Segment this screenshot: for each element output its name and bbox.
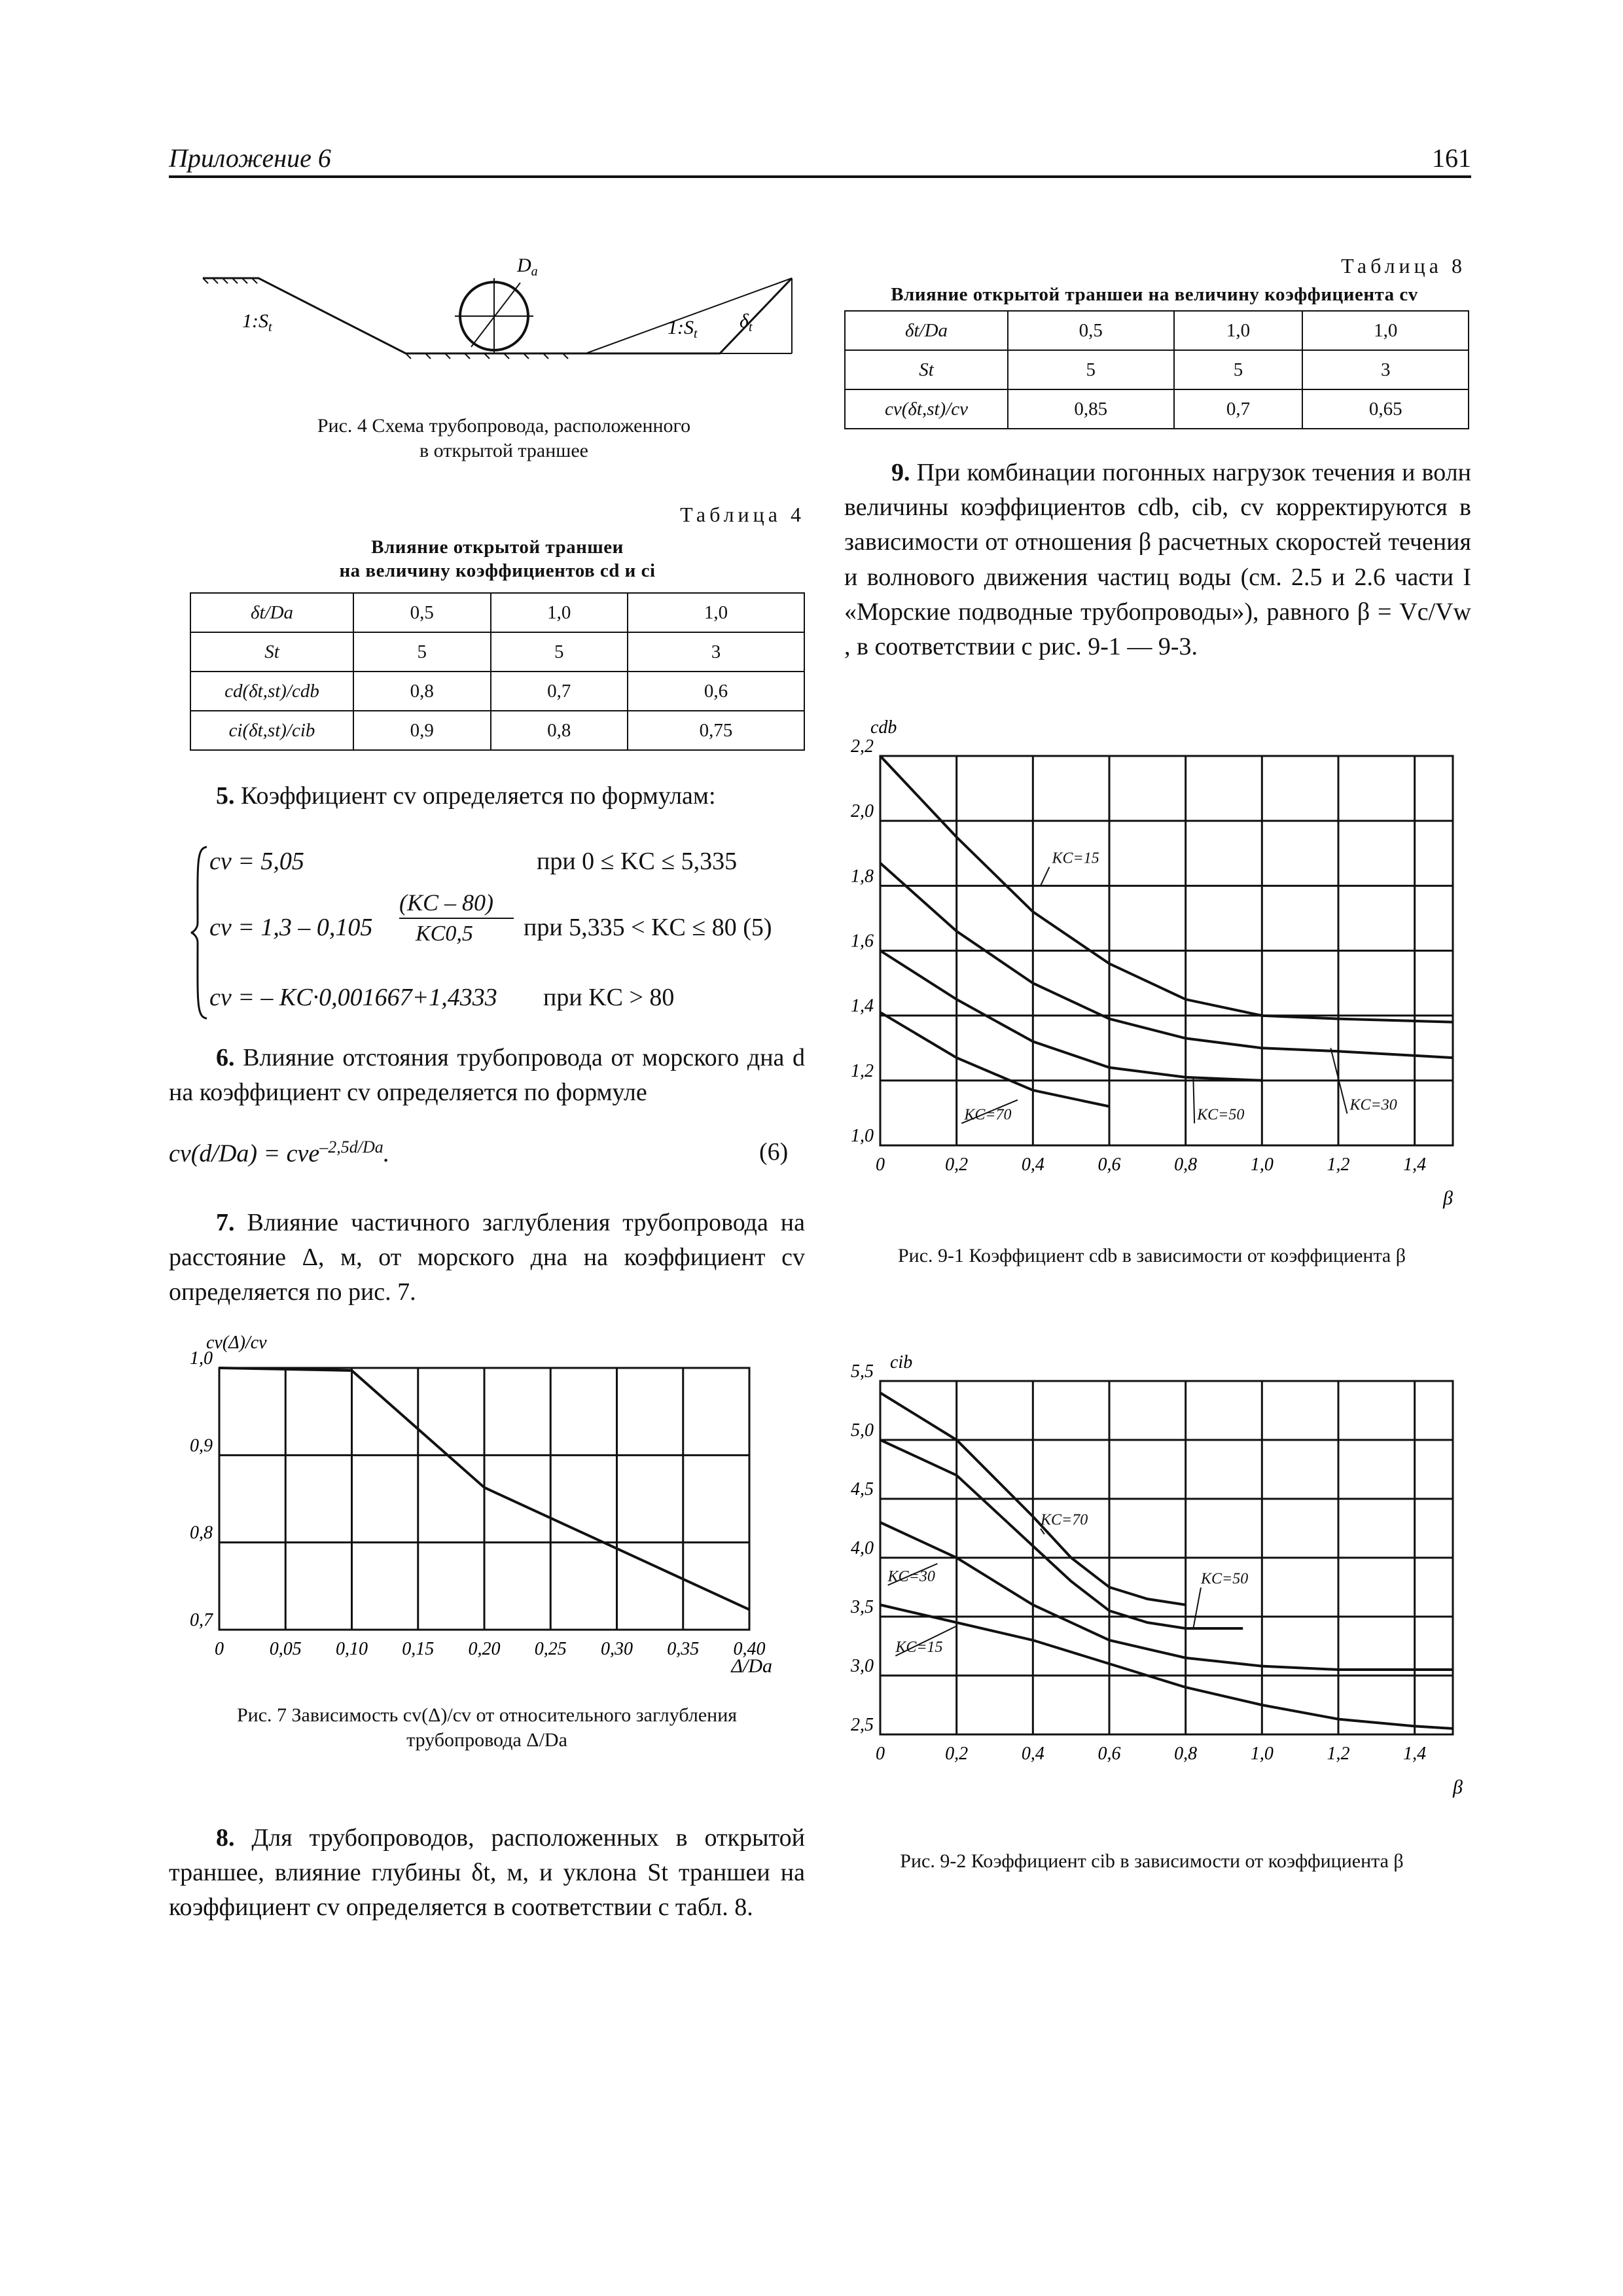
- series-label-kc-70: KC=70: [964, 1106, 1012, 1124]
- table-cell: δt/Da: [845, 311, 1008, 350]
- y-axis-label: cv(Δ)/cv: [206, 1333, 267, 1353]
- table-cell: 5: [353, 632, 491, 672]
- x-tick-label: 0,4: [1021, 1744, 1044, 1764]
- header-rule: [169, 175, 1471, 178]
- table-cell: 0,5: [353, 593, 491, 632]
- series-label-leader: [1193, 1077, 1194, 1123]
- formula5-line1-right: при 0 ≤ KC ≤ 5,335: [537, 848, 738, 875]
- fig7-chart: [157, 1316, 825, 1682]
- table-cell: 3: [1302, 350, 1469, 389]
- table-row: [190, 672, 804, 711]
- para6: 6. Влияние отстояния трубопровода от морского дна d на коэффициент cv определяется по формуле: [169, 1044, 805, 1107]
- table-cell: 0,6: [628, 672, 804, 711]
- table-cell: 1,0: [1302, 311, 1469, 350]
- series-label-kc-50: KC=50: [1201, 1570, 1249, 1588]
- x-tick-label: 1,4: [1403, 1744, 1427, 1764]
- x-tick-label: 0,10: [336, 1639, 368, 1659]
- series-label-leader: [1041, 867, 1050, 886]
- fig4-da-label: $D_a$: [517, 255, 538, 279]
- fig4-slope-left-label: $1:S_t$: [242, 310, 272, 334]
- table-cell: ci(δt,st)/cib: [190, 711, 353, 750]
- x-tick-label: 0,20: [468, 1639, 501, 1659]
- table-cell: 0,85: [1008, 389, 1174, 429]
- series-label-kc-15: KC=15: [1052, 850, 1099, 867]
- x-tick-label: 1,2: [1327, 1155, 1350, 1175]
- y-tick-label: 3,0: [851, 1656, 874, 1676]
- table4-number: Таблица 4: [680, 503, 805, 526]
- x-tick-label: 0,6: [1097, 1744, 1121, 1764]
- table-cell: 1,0: [491, 593, 628, 632]
- y-axis-label: cib: [890, 1352, 913, 1372]
- x-tick-label: 0,4: [1021, 1155, 1044, 1175]
- table-cell: δt/Da: [190, 593, 353, 632]
- series-label-kc-30: KC=30: [887, 1568, 935, 1585]
- y-tick-label: 1,8: [851, 866, 874, 887]
- formula5-fraction-den: KC0,5: [416, 922, 473, 946]
- y-tick-label: 1,6: [851, 931, 874, 952]
- formula5-line3-left: cv = – KC·0,001667+1,4333: [209, 984, 497, 1011]
- y-tick-label: 0,9: [190, 1435, 213, 1456]
- page-number: 161: [1432, 143, 1471, 173]
- para8: 8. Для трубопроводов, расположенных в открытой траншее, влияние глубины δt, м, и уклона St траншеи на коэффициент cv определяется в соответствии с табл. 8.: [169, 1824, 805, 1922]
- series-line-kc-30: [880, 1522, 1453, 1670]
- table-cell: cv(δt,st)/cv: [845, 389, 1008, 429]
- table8-number: Таблица 8: [1341, 254, 1466, 278]
- series-line-kc-50: [880, 1440, 1243, 1628]
- x-axis-label: Δ/Da: [731, 1655, 772, 1677]
- y-tick-label: 1,0: [851, 1126, 874, 1146]
- y-tick-label: 5,5: [851, 1361, 874, 1382]
- x-tick-label: 0,15: [402, 1639, 435, 1659]
- formula5-line2-right: при 5,335 < KC ≤ 80 (5): [524, 914, 772, 941]
- table-row: [845, 350, 1469, 389]
- series-line-kc-30: [880, 863, 1453, 1058]
- table-row: [845, 311, 1469, 350]
- x-tick-label: 0,6: [1097, 1155, 1121, 1175]
- table-cell: 1,0: [1174, 311, 1303, 350]
- series-line-kc-15: [880, 756, 1453, 1022]
- x-tick-label: 0: [876, 1744, 885, 1764]
- formula5-line1-left: cv = 5,05: [209, 848, 304, 875]
- formula5-fraction-bar: [399, 918, 514, 919]
- table4-title: Влияние открытой траншеи на величину коэффициентов cd и ci: [339, 537, 656, 582]
- x-tick-label: 0,35: [667, 1639, 700, 1659]
- para5: 5. Коэффициент cv определяется по формулам:: [216, 782, 716, 810]
- table-cell: cd(δt,st)/cdb: [190, 672, 353, 711]
- fig7-caption: Рис. 7 Зависимость cv(Δ)/cv от относительного заглубления трубопровода Δ/Da: [236, 1704, 738, 1751]
- table-row: [190, 711, 804, 750]
- series-label-kc-30: KC=30: [1349, 1096, 1397, 1114]
- table-cell: 0,5: [1008, 311, 1174, 350]
- y-tick-label: 1,2: [851, 1060, 874, 1081]
- x-tick-label: 0,25: [534, 1639, 567, 1659]
- y-tick-label: 4,0: [851, 1538, 874, 1558]
- table-cell: 3: [628, 632, 804, 672]
- para9: 9. При комбинации погонных нагрузок течения и волн величины коэффициентов cdb, cib, cv корректируются в зависимости от отношения β расчетных скоростей течения и волнового движения частиц воды (см. 2.5 и 2.6 части I «Морские подводные трубопроводы»), равного β = Vc/Vw , в соответствии с рис. 9-1 — 9-3.: [844, 459, 1471, 660]
- table-cell: 1,0: [628, 593, 804, 632]
- series-line-kc-70: [880, 1013, 1109, 1107]
- table-row: [190, 593, 804, 632]
- x-tick-label: 0,40: [733, 1639, 766, 1659]
- table-cell: 0,9: [353, 711, 491, 750]
- fig4-caption: Рис. 4 Схема трубопровода, расположенного в открытой траншее: [317, 415, 691, 461]
- y-tick-label: 1,4: [851, 996, 874, 1016]
- x-tick-label: 1,0: [1250, 1155, 1274, 1175]
- table-cell: St: [190, 632, 353, 672]
- table-cell: 5: [1008, 350, 1174, 389]
- table-cell: 0,65: [1302, 389, 1469, 429]
- series-label-kc-15: KC=15: [895, 1639, 943, 1656]
- x-tick-label: 0,2: [945, 1155, 969, 1175]
- x-tick-label: 0,8: [1174, 1744, 1198, 1764]
- table4: [190, 592, 805, 751]
- table-cell: 0,8: [491, 711, 628, 750]
- formula5-line3-right: при KC > 80: [543, 984, 675, 1011]
- table8-title: Влияние открытой траншеи на величину коэффициента cv: [891, 284, 1418, 305]
- x-tick-label: 0,2: [945, 1744, 969, 1764]
- table8: [844, 310, 1469, 429]
- table-cell: 5: [491, 632, 628, 672]
- series-label-kc-50: KC=50: [1197, 1106, 1245, 1124]
- table-cell: 0,8: [353, 672, 491, 711]
- x-axis-label: β: [1443, 1187, 1453, 1209]
- fig4-trench-diagram: [196, 249, 812, 380]
- table-cell: 0,7: [1174, 389, 1303, 429]
- x-tick-label: 0: [876, 1155, 885, 1175]
- x-axis-label: β: [1453, 1776, 1463, 1798]
- x-tick-label: 1,0: [1250, 1744, 1274, 1764]
- y-tick-label: 4,5: [851, 1479, 874, 1499]
- series-label-leader: [1193, 1588, 1201, 1628]
- formula5-line2-left: cv = 1,3 – 0,105: [209, 914, 373, 941]
- y-tick-label: 2,2: [851, 736, 874, 757]
- table-cell: 5: [1174, 350, 1303, 389]
- fig91-caption: Рис. 9-1 Коэффициент cdb в зависимости от коэффициента β: [897, 1245, 1406, 1266]
- x-tick-label: 0: [215, 1639, 224, 1659]
- x-tick-label: 0,8: [1174, 1155, 1198, 1175]
- formula5: [190, 844, 818, 1021]
- running-header: Приложение 6: [169, 143, 331, 173]
- x-tick-label: 1,4: [1403, 1155, 1427, 1175]
- y-tick-label: 5,0: [851, 1420, 874, 1441]
- table-row: [190, 632, 804, 672]
- table-cell: 0,7: [491, 672, 628, 711]
- table-row: [845, 389, 1469, 429]
- fig92-chart: [825, 1342, 1479, 1800]
- formula6-number: (6): [759, 1138, 789, 1166]
- y-axis-label: cdb: [870, 720, 897, 738]
- fig4-slope-right-label: $1:S_t$: [668, 317, 698, 341]
- formula5-brace: [190, 844, 209, 1021]
- x-tick-label: 1,2: [1327, 1744, 1350, 1764]
- series-label-kc-70: KC=70: [1041, 1511, 1088, 1529]
- fig91-chart: [825, 720, 1479, 1217]
- formula5-fraction-num: (KC – 80): [399, 889, 493, 916]
- y-tick-label: 3,5: [851, 1597, 874, 1617]
- series-line-kc-15: [880, 1605, 1453, 1729]
- table-cell: 0,75: [628, 711, 804, 750]
- fig4-delta-label: $\delta_t$: [740, 310, 753, 334]
- formula6: cv(d/Da) = cve$^{-2,5d/Da}$.: [169, 1138, 390, 1168]
- y-tick-label: 0,7: [190, 1610, 213, 1630]
- y-tick-label: 2,5: [851, 1715, 874, 1735]
- y-tick-label: 1,0: [190, 1348, 213, 1369]
- para7: 7. Влияние частичного заглубления трубопровода на расстояние Δ, м, от морского дна на коэффициент cv определяется по рис. 7.: [169, 1209, 805, 1306]
- x-tick-label: 0,30: [601, 1639, 633, 1659]
- table-cell: St: [845, 350, 1008, 389]
- y-tick-label: 0,8: [190, 1522, 213, 1543]
- x-tick-label: 0,05: [269, 1639, 302, 1659]
- fig92-caption: Рис. 9-2 Коэффициент cib в зависимости от коэффициента β: [900, 1850, 1404, 1872]
- y-tick-label: 2,0: [851, 801, 874, 822]
